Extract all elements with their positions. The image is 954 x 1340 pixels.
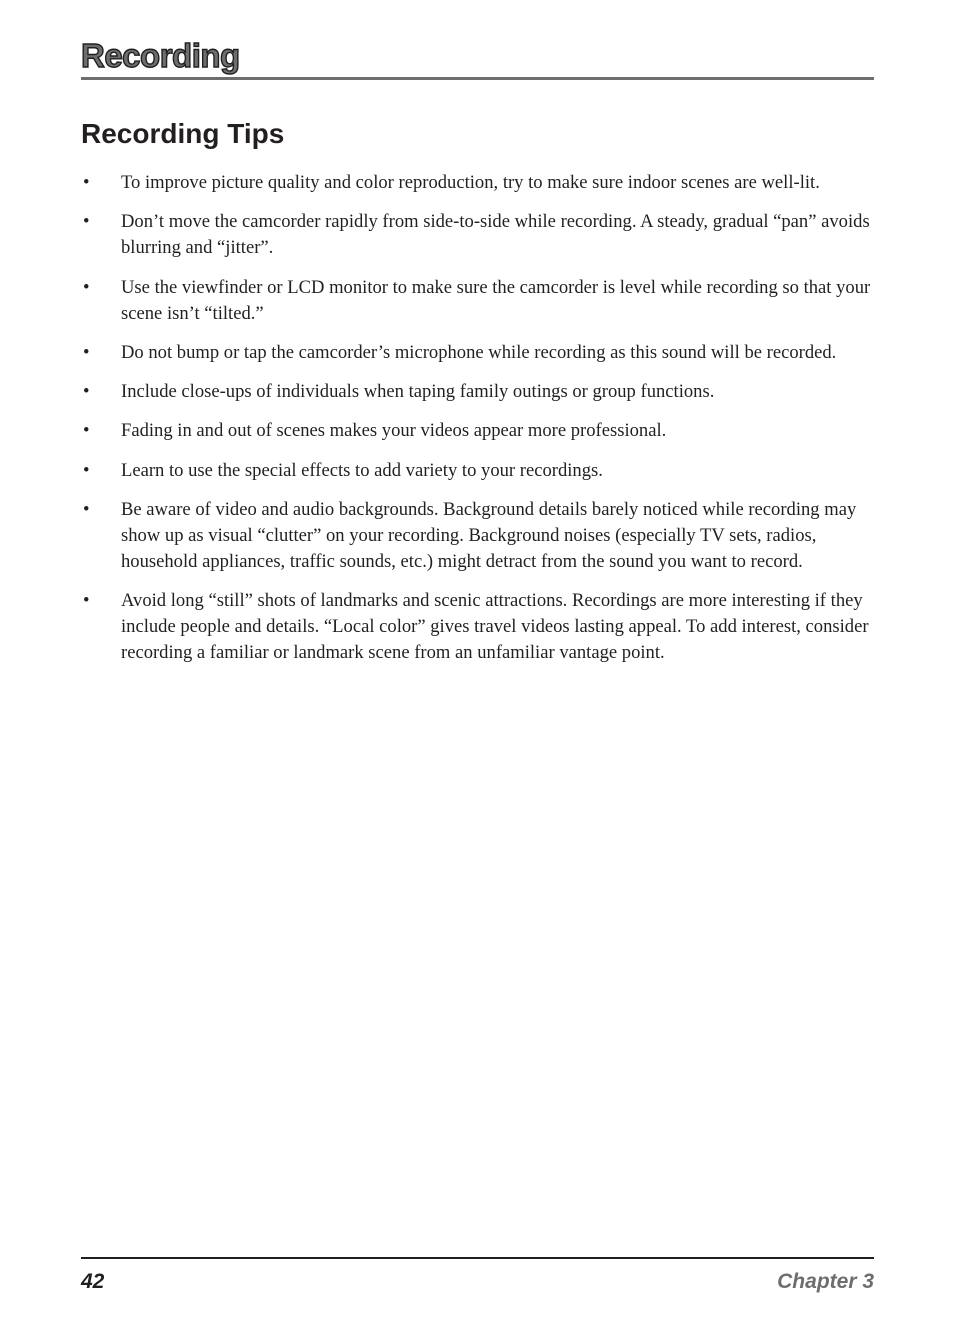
bullet-icon: •	[83, 341, 90, 363]
list-item	[81, 340, 874, 366]
bullet-icon: •	[83, 499, 90, 521]
bullet-icon: •	[83, 420, 90, 442]
list-item	[81, 209, 874, 261]
tip-text: Learn to use the special effects to add variety to your recordings.	[121, 459, 603, 481]
list-item	[81, 588, 874, 666]
tip-text: Don’t move the camcorder rapidly from side-to-side while recording. A steady, gradual “pan” avoids blurring and “jitter”.	[121, 211, 870, 259]
tip-text: Do not bump or tap the camcorder’s microphone while recording as this sound will be recorded.	[121, 341, 837, 363]
list-item	[81, 170, 874, 196]
list-item	[81, 275, 874, 327]
footer-rule	[81, 1257, 874, 1259]
chapter-label: Chapter 3	[777, 1270, 874, 1293]
tip-text: Use the viewfinder or LCD monitor to make sure the camcorder is level while recording so that your scene isn’t “tilted.”	[121, 276, 871, 324]
tip-text: To improve picture quality and color reproduction, try to make sure indoor scenes are well-lit.	[121, 172, 820, 193]
header-rule	[81, 77, 874, 80]
list-item	[81, 458, 874, 484]
section-title: Recording Tips	[81, 118, 285, 149]
tip-text: Fading in and out of scenes makes your videos appear more professional.	[121, 420, 667, 442]
bullet-icon: •	[83, 276, 90, 298]
tips-list	[81, 170, 874, 680]
running-head-title: Recording	[81, 37, 240, 74]
bullet-icon: •	[83, 381, 90, 403]
bullet-icon: •	[83, 590, 90, 612]
bullet-icon: •	[83, 459, 90, 481]
bullet-icon: •	[83, 172, 90, 193]
tip-text: Include close-ups of individuals when taping family outings or group functions.	[121, 381, 715, 403]
list-item	[81, 418, 874, 444]
bullet-icon: •	[83, 211, 90, 233]
tip-text: Be aware of video and audio backgrounds. Background details barely noticed while recording may show up as visual “clutter” on your recording. Background noises (especially TV sets, radios, household appliances, traffic sounds, etc.) might detract from the sound you want to record.	[121, 499, 857, 573]
page-number: 42	[81, 1270, 105, 1293]
tip-text: Avoid long “still” shots of landmarks and scenic attractions. Recordings are more interesting if they include people and details. “Local color” gives travel videos lasting appeal. To add interest, consider recording a familiar or landmark scene from an unfamiliar vantage point.	[121, 590, 869, 664]
list-item	[81, 379, 874, 405]
list-item	[81, 497, 874, 575]
